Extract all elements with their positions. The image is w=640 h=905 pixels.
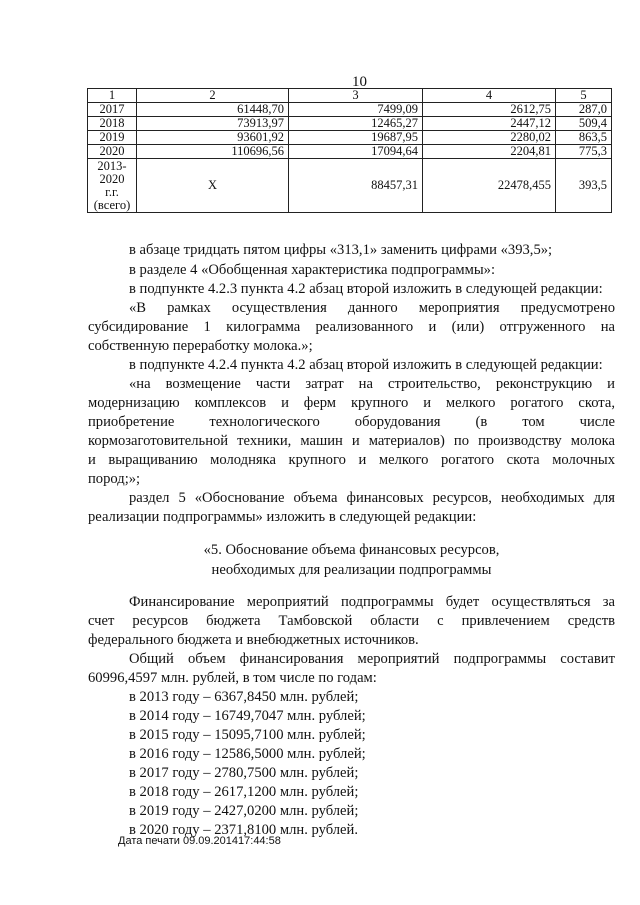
table-total-label — [88, 159, 137, 213]
table-cell: 2447,12 — [423, 117, 556, 131]
table-row — [88, 117, 612, 131]
page-number: 10 — [352, 74, 367, 90]
total-label-line: 2020 — [99, 171, 125, 186]
paragraph-line: собственную переработку молока.»; — [88, 338, 313, 354]
table-cell: 863,5 — [556, 131, 612, 145]
paragraph-line: «В рамках осуществления данного мероприятия предусмотрено — [129, 300, 615, 316]
table-total-cell: 393,5 — [556, 159, 612, 213]
year-funding-line: в 2017 году – 2780,7500 млн. рублей; — [129, 765, 359, 781]
year-funding-line: в 2019 году – 2427,0200 млн. рублей; — [129, 803, 359, 819]
table-header-row — [88, 89, 612, 103]
table-cell: 775,3 — [556, 145, 612, 159]
year-funding-line: в 2018 году – 2617,1200 млн. рублей; — [129, 784, 359, 800]
paragraph-line: приобретение технологического оборудования (в том числе — [88, 414, 615, 430]
year-funding-line: в 2014 году – 16749,7047 млн. рублей; — [129, 708, 366, 724]
table-cell-year: 2020 — [88, 145, 137, 159]
paragraph-line: в подпункте 4.2.3 пункта 4.2 абзац второй изложить в следующей редакции: — [129, 281, 603, 297]
table-total-cell: Х — [137, 159, 289, 213]
paragraph-line: Общий объем финансирования мероприятий подпрограммы составит — [129, 651, 615, 667]
paragraph-line: пород;»; — [88, 471, 141, 487]
table-header-cell: 5 — [556, 89, 612, 103]
table-header-cell: 2 — [137, 89, 289, 103]
paragraph-line: федерального бюджета и внебюджетных источников. — [88, 632, 419, 648]
table-cell-year: 2018 — [88, 117, 137, 131]
paragraph-line: счет ресурсов бюджета Тамбовской области с привлечением средств — [88, 613, 615, 629]
table-cell: 2280,02 — [423, 131, 556, 145]
table-total-cell: 88457,31 — [289, 159, 423, 213]
table-cell: 73913,97 — [137, 117, 289, 131]
paragraph-line: 60996,4597 млн. рублей, в том числе по годам: — [88, 670, 377, 686]
paragraph-line: кормозаготовительной техники, машин и материалов) по производству молока — [88, 433, 615, 449]
table-cell: 17094,64 — [289, 145, 423, 159]
paragraph-line: реализации подпрограммы» изложить в следующей редакции: — [88, 509, 477, 525]
funding-table — [87, 88, 612, 213]
paragraph-line: в разделе 4 «Обобщенная характеристика подпрограммы»: — [129, 262, 496, 278]
table-row — [88, 131, 612, 145]
table-row — [88, 145, 612, 159]
paragraph-line: Финансирование мероприятий подпрограммы будет осуществляться за — [129, 594, 615, 610]
table-cell: 110696,56 — [137, 145, 289, 159]
table-cell-year: 2019 — [88, 131, 137, 145]
total-label-line: 2013- — [97, 158, 127, 173]
year-funding-line: в 2016 году – 12586,5000 млн. рублей; — [129, 746, 366, 762]
table-cell: 19687,95 — [289, 131, 423, 145]
table-cell: 93601,92 — [137, 131, 289, 145]
print-date: Дата печати 09.09.201417:44:58 — [118, 835, 281, 847]
table-header-cell: 4 — [423, 89, 556, 103]
table-total-row — [88, 159, 612, 213]
paragraph-line: и выращиванию молодняка крупного и мелкого рогатого скота молочных — [88, 452, 615, 468]
paragraph-line: в подпункте 4.2.4 пункта 4.2 абзац второй изложить в следующей редакции: — [129, 357, 603, 373]
year-funding-line: в 2020 году – 2371,8100 млн. рублей. — [129, 822, 358, 838]
table-cell: 2204,81 — [423, 145, 556, 159]
table-cell-year: 2017 — [88, 103, 137, 117]
total-label-line: (всего) — [93, 197, 131, 212]
table-total-cell: 22478,455 — [423, 159, 556, 213]
section-heading: необходимых для реализации подпрограммы — [211, 562, 492, 578]
total-label-line: г.г. — [105, 184, 119, 199]
paragraph-line: «на возмещение части затрат на строительство, реконструкцию и — [129, 376, 615, 392]
paragraph-line: раздел 5 «Обоснование объема финансовых ресурсов, необходимых для — [129, 490, 615, 506]
section-heading: «5. Обоснование объема финансовых ресурсов, — [203, 542, 500, 558]
table-header-cell: 1 — [88, 89, 137, 103]
paragraph-line: субсидирование 1 килограмма реализованного и (или) отгруженного на — [88, 319, 615, 335]
table-header-cell: 3 — [289, 89, 423, 103]
table-cell: 509,4 — [556, 117, 612, 131]
paragraph-line: модернизацию комплексов и ферм крупного и мелкого рогатого скота, — [88, 395, 615, 411]
table-cell: 61448,70 — [137, 103, 289, 117]
table-cell: 287,0 — [556, 103, 612, 117]
table-cell: 7499,09 — [289, 103, 423, 117]
year-funding-line: в 2015 году – 15095,7100 млн. рублей; — [129, 727, 366, 743]
table-cell: 12465,27 — [289, 117, 423, 131]
year-funding-line: в 2013 году – 6367,8450 млн. рублей; — [129, 689, 359, 705]
table-row — [88, 103, 612, 117]
paragraph-line: в абзаце тридцать пятом цифры «313,1» заменить цифрами «393,5»; — [129, 242, 553, 258]
table-cell: 2612,75 — [423, 103, 556, 117]
